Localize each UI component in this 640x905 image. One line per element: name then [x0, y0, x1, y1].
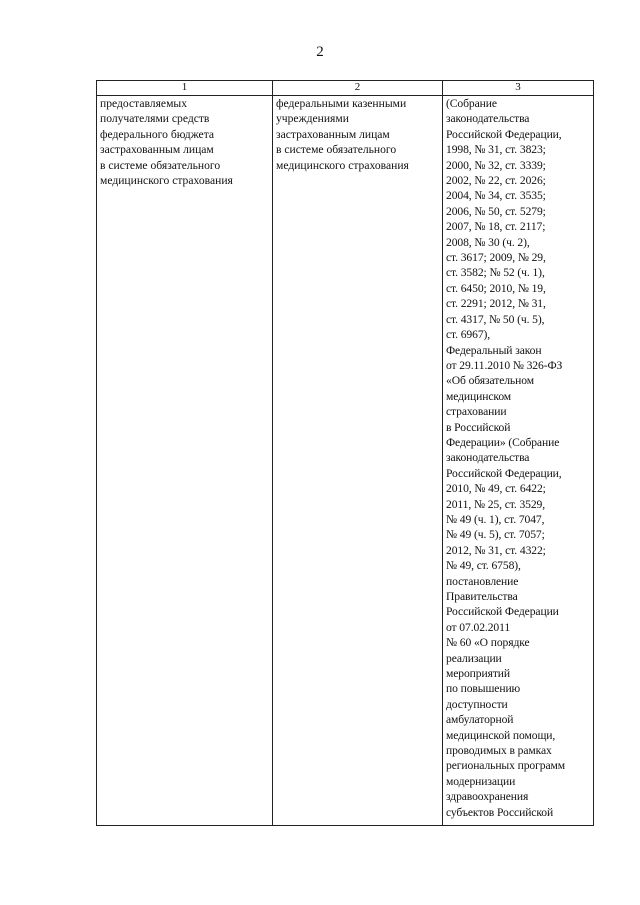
text-line: ст. 3617; 2009, № 29,	[446, 251, 546, 265]
text-line: № 49, ст. 6758),	[446, 559, 521, 573]
column-1-cell	[97, 96, 273, 826]
text-line: модернизации	[446, 774, 516, 788]
text-line: федерального бюджета	[100, 127, 215, 141]
text-line: 2008, № 30 (ч. 2),	[446, 235, 530, 249]
text-line: федеральными казенными	[276, 97, 407, 110]
document-table	[96, 80, 594, 826]
text-line: 2011, № 25, ст. 3529,	[446, 497, 546, 511]
text-line: ст. 4317, № 50 (ч. 5),	[446, 312, 545, 326]
text-line: 1998, № 31, ст. 3823;	[446, 143, 546, 157]
text-line: получателями средств	[100, 112, 210, 126]
text-line: ст. 2291; 2012, № 31,	[446, 297, 546, 311]
text-line: мероприятий	[446, 667, 510, 681]
text-line: 2000, № 32, ст. 3339;	[446, 158, 546, 172]
text-line: предоставляемых	[100, 97, 187, 110]
text-line: от 07.02.2011	[446, 620, 511, 634]
text-line: ст. 6967),	[446, 328, 491, 342]
text-line: учреждениями	[276, 112, 349, 126]
text-line: ст. 3582; № 52 (ч. 1),	[446, 266, 545, 280]
text-line: застрахованным лицам	[100, 143, 214, 157]
table-header-row	[97, 81, 594, 96]
text-line: в системе обязательного	[276, 143, 397, 157]
text-line: в Российской	[446, 420, 511, 434]
text-line: Федеральный закон	[446, 343, 542, 357]
text-line: в системе обязательного	[100, 158, 221, 172]
text-line: медицинском	[446, 389, 512, 403]
text-line: 2007, № 18, ст. 2117;	[446, 220, 546, 234]
text-line: реализации	[446, 651, 502, 665]
text-line: законодательства	[446, 112, 530, 126]
text-line: ст. 6450; 2010, № 19,	[446, 281, 546, 295]
text-line: Российской Федерации	[446, 605, 559, 619]
text-line: 2002, № 22, ст. 2026;	[446, 174, 546, 188]
text-line: № 49 (ч. 1), ст. 7047,	[446, 512, 545, 526]
text-line: региональных программ	[446, 759, 565, 773]
text-line: медицинского страхования	[100, 174, 233, 188]
text-line: от 29.11.2010 № 326-ФЗ	[446, 358, 563, 372]
text-line: (Собрание	[446, 97, 497, 110]
text-line: здравоохранения	[446, 790, 529, 804]
text-line: 2010, № 49, ст. 6422;	[446, 482, 546, 496]
text-line: проводимых в рамках	[446, 744, 552, 758]
text-line: застрахованным лицам	[276, 127, 390, 141]
text-line: Федерации» (Собрание	[446, 435, 560, 449]
column-3-text	[446, 96, 590, 820]
text-line: по повышению	[446, 682, 521, 696]
text-line: № 49 (ч. 5), ст. 7057;	[446, 528, 545, 542]
column-2-cell	[273, 96, 443, 826]
text-line: 2004, № 34, ст. 3535;	[446, 189, 546, 203]
column-1-header: 1	[97, 81, 273, 96]
column-1-text	[100, 96, 269, 188]
text-line: Правительства	[446, 590, 518, 603]
column-2-text	[276, 96, 439, 173]
page-number: 2	[316, 44, 324, 60]
text-line: медицинской помощи,	[446, 728, 556, 742]
text-line: «Об обязательном	[446, 374, 534, 388]
text-line: страховании	[446, 405, 507, 419]
table-row	[97, 96, 594, 826]
column-2-header: 2	[273, 81, 443, 96]
text-line: медицинского страхования	[276, 158, 409, 172]
text-line: доступности	[446, 697, 508, 711]
column-3-cell	[443, 96, 594, 826]
text-line: законодательства	[446, 451, 530, 465]
column-3-header: 3	[443, 81, 594, 96]
text-line: субъектов Российской	[446, 805, 554, 819]
text-line: амбулаторной	[446, 713, 514, 727]
text-line: Российской Федерации,	[446, 466, 562, 480]
text-line: постановление	[446, 574, 519, 588]
text-line: № 60 «О порядке	[446, 636, 530, 650]
text-line: Российской Федерации,	[446, 127, 562, 141]
text-line: 2006, № 50, ст. 5279;	[446, 204, 546, 218]
text-line: 2012, № 31, ст. 4322;	[446, 543, 546, 557]
